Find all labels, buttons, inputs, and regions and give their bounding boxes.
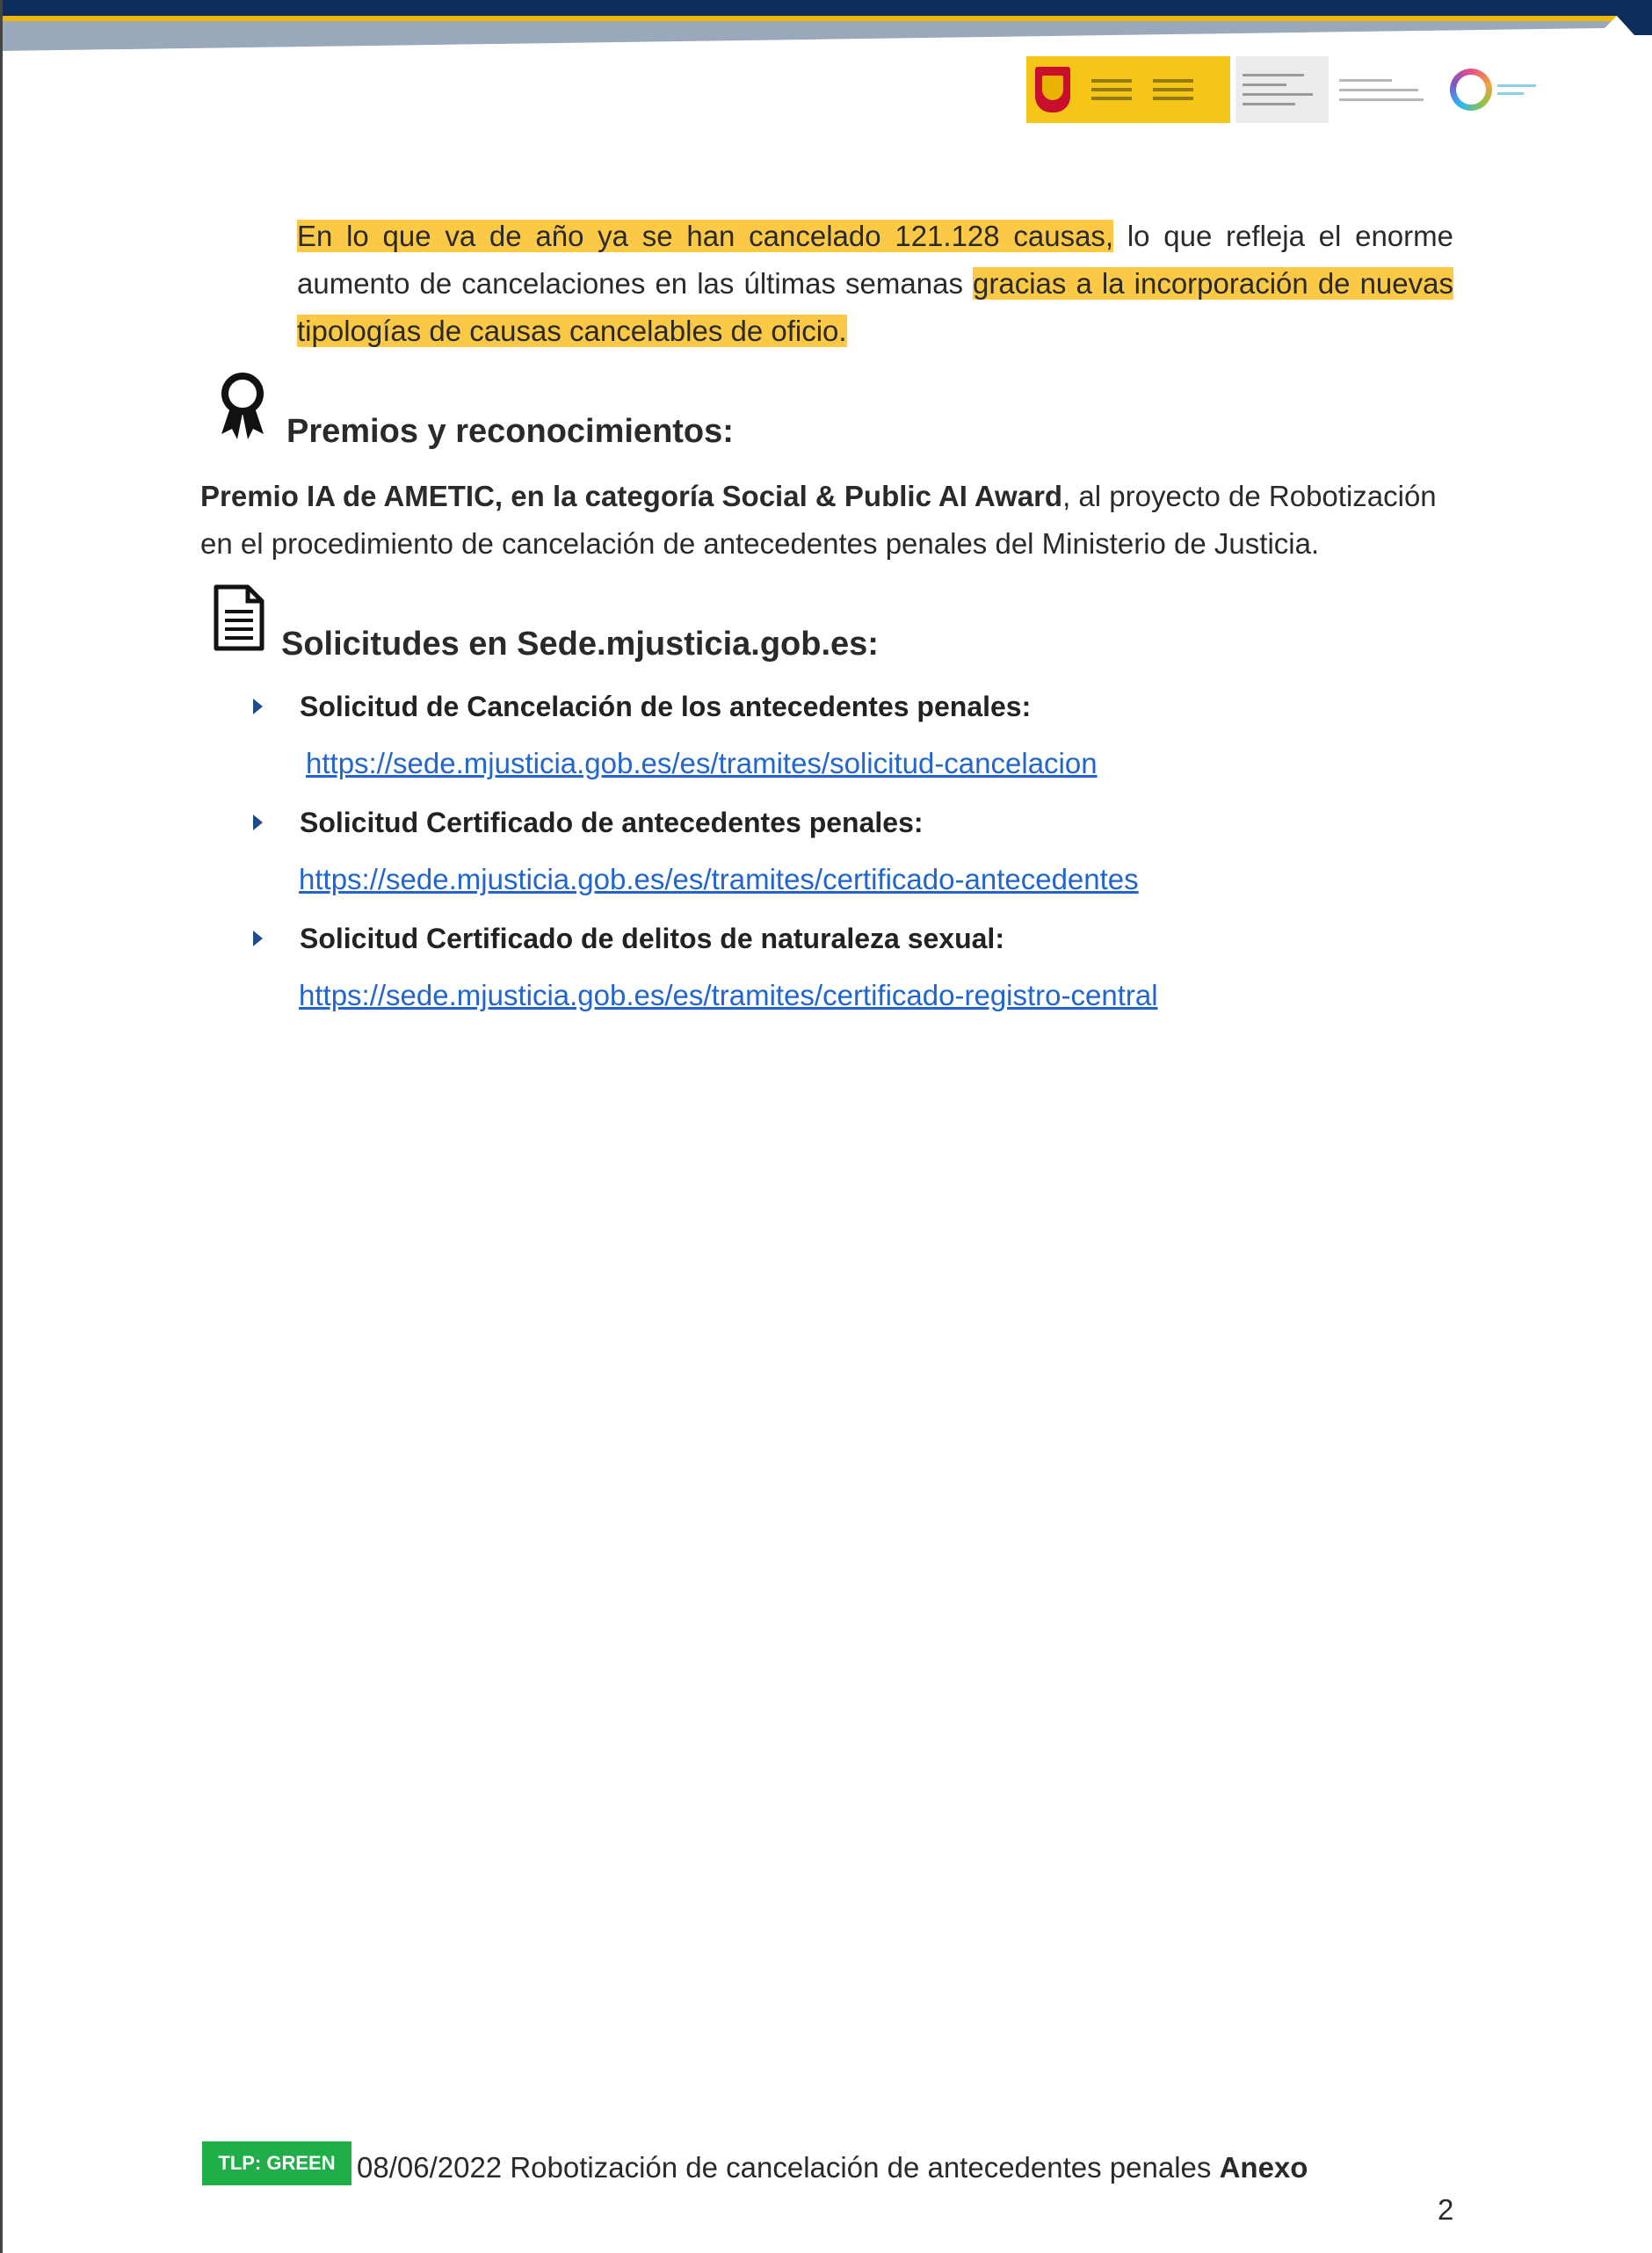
document-icon [213, 583, 265, 652]
sexual-offences-certificate-link[interactable]: https://sede.mjusticia.gob.es/es/tramites/certificado-registro-central [299, 979, 1158, 1011]
request-label: Solicitud Certificado de antecedentes penales: [300, 807, 924, 838]
bullet-arrow-icon [253, 699, 263, 714]
award-paragraph [200, 473, 1455, 568]
bullet-arrow-icon [253, 815, 263, 830]
award-description: , al proyecto de Robotización en el procedimiento de cancelación de antecedentes penales del Ministerio de Justicia. [200, 480, 1437, 560]
list-item [253, 923, 1004, 955]
footer-annex: Anexo [1219, 2151, 1308, 2184]
highlight-cancelled-count: En lo que va de año ya se han cancelado 121.128 causas, [297, 220, 1114, 252]
secretariat-logo [1334, 56, 1431, 123]
cancellations-paragraph [297, 213, 1453, 355]
coat-of-arms-icon [1035, 67, 1070, 112]
highlight-new-typologies: gracias a la incorporación de nuevas tipologías de causas cancelables de oficio. [297, 267, 1453, 347]
footer-date-title: 08/06/2022 Robotización de cancelación de antecedentes penales [357, 2151, 1220, 2184]
request-label: Solicitud de Cancelación de los antecedentes penales: [300, 691, 1032, 722]
ministry-logo [1235, 56, 1329, 123]
awards-heading: Premios y reconocimientos: [286, 413, 734, 450]
award-ribbon-icon [214, 371, 271, 441]
header-decoration [0, 0, 1652, 62]
list-item [253, 691, 1031, 723]
tlp-green-badge: TLP: GREEN [202, 2141, 351, 2185]
footer-text [357, 2151, 1308, 2184]
list-item [253, 807, 924, 839]
request-label: Solicitud Certificado de delitos de naturaleza sexual: [300, 923, 1004, 954]
header-logos [1026, 54, 1550, 125]
cancellation-request-link[interactable]: https://sede.mjusticia.gob.es/es/tramites/solicitud-cancelacion [306, 747, 1098, 779]
paragraph-text: lo que refleja el enorme aumento de cancelaciones en las últimas semanas [297, 220, 1453, 300]
recovery-plan-ring-icon [1450, 69, 1492, 111]
bullet-arrow-icon [253, 931, 263, 946]
government-logo [1026, 56, 1230, 123]
criminal-record-certificate-link[interactable]: https://sede.mjusticia.gob.es/es/tramites/certificado-antecedentes [299, 863, 1139, 895]
page-number: 2 [1438, 2193, 1454, 2226]
award-name: Premio IA de AMETIC, en la categoría Social & Public AI Award [200, 480, 1063, 512]
requests-heading: Solicitudes en Sede.mjusticia.gob.es: [281, 626, 879, 663]
recovery-plan-logo [1497, 84, 1550, 95]
page-left-border [0, 0, 3, 2253]
